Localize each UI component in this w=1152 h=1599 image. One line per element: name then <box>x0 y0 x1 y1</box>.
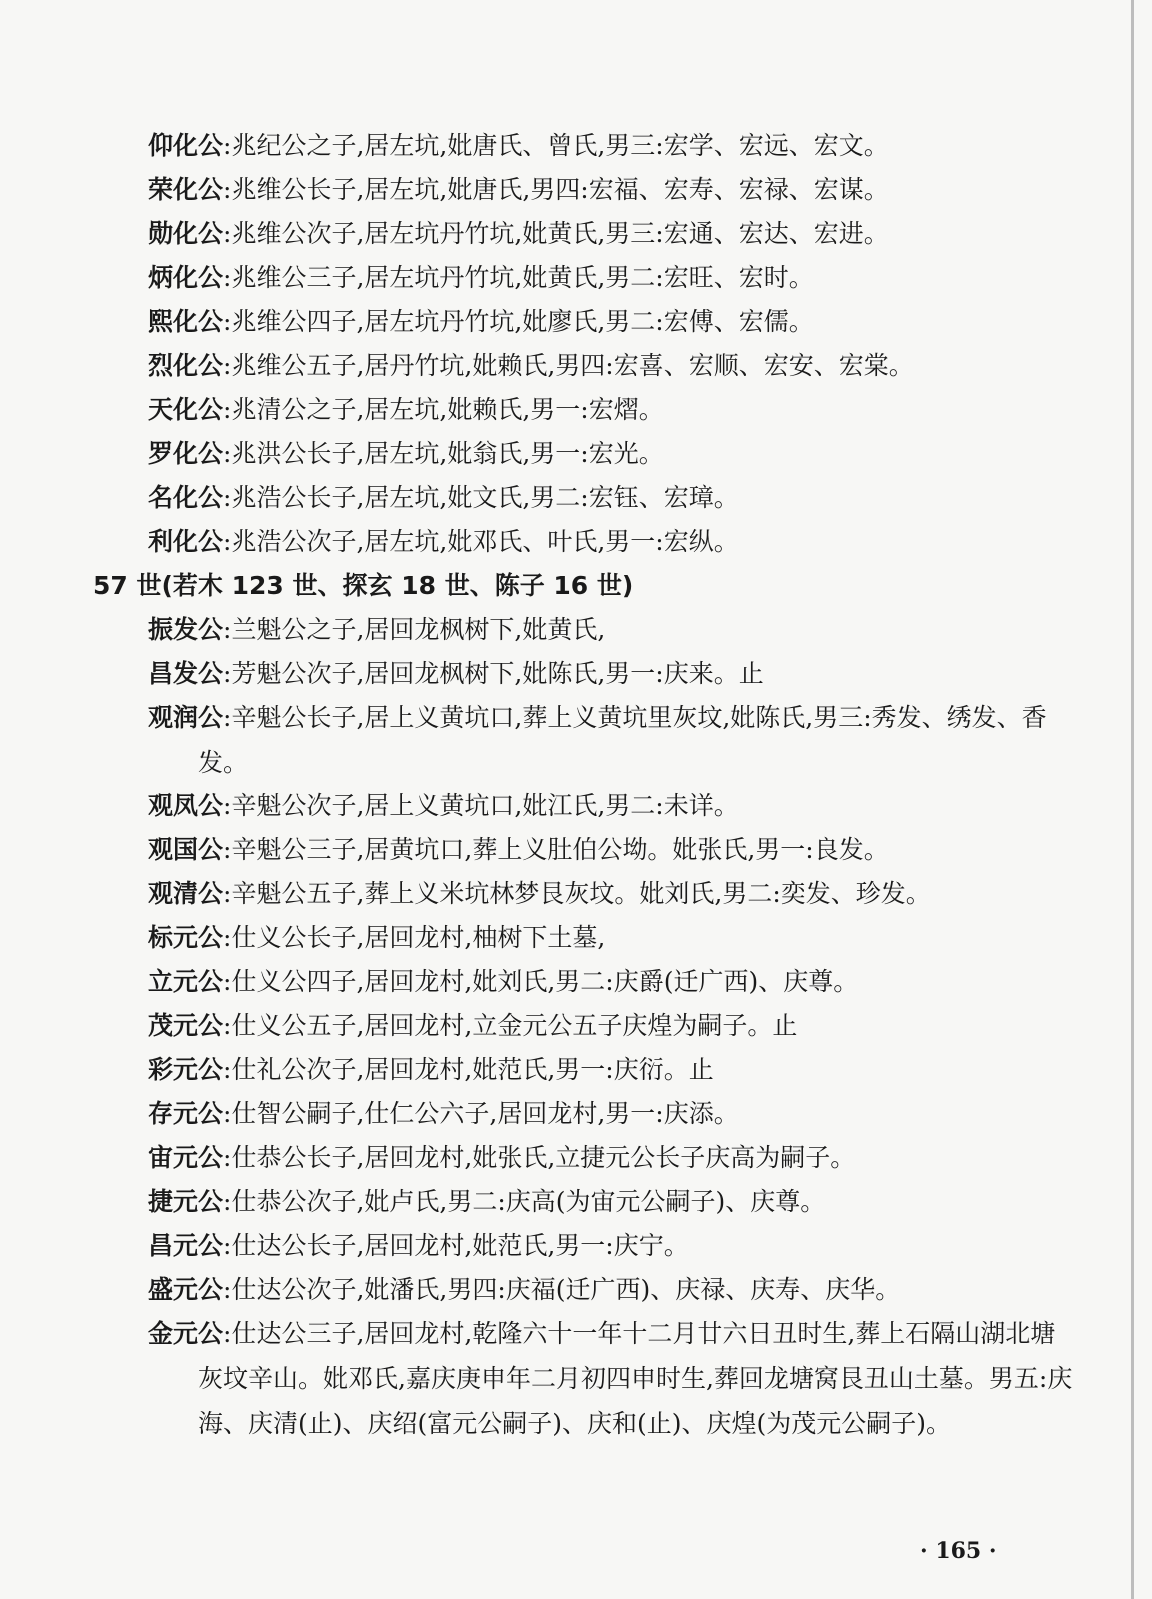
entry-text: :兰魁公之子,居回龙枫树下,妣黄氏, <box>223 615 606 644</box>
entry-name: 捷元公 <box>148 1187 224 1216</box>
entry-text: :仕恭公长子,居回龙村,妣张氏,立捷元公长子庆高为嗣子。 <box>223 1143 856 1172</box>
genealogy-entry <box>148 1091 1048 1136</box>
entry-text: :仕智公嗣子,仕仁公六子,居回龙村,男一:庆添。 <box>223 1099 739 1128</box>
entry-text: :兆维公次子,居左坑丹竹坑,妣黄氏,男三:宏通、宏达、宏进。 <box>223 219 889 248</box>
entry-text: :兆纪公之子,居左坑,妣唐氏、曾氏,男三:宏学、宏远、宏文。 <box>223 131 889 160</box>
genealogy-entry <box>148 651 1048 696</box>
entry-name: 存元公 <box>148 1099 224 1128</box>
genealogy-entry <box>148 1003 1048 1048</box>
genealogy-entry <box>148 1267 1048 1312</box>
genealogy-entry <box>148 299 1048 344</box>
entry-name: 盛元公 <box>148 1275 224 1304</box>
genealogy-entry <box>148 1179 1048 1224</box>
entry-name: 标元公 <box>148 923 224 952</box>
genealogy-entry <box>148 871 1048 916</box>
entry-name: 勋化公 <box>148 219 224 248</box>
entry-text: :仕义公长子,居回龙村,柚树下土墓, <box>223 923 606 952</box>
genealogy-entry <box>148 1135 1048 1180</box>
entry-text: :仕义公五子,居回龙村,立金元公五子庆煌为嗣子。止 <box>223 1011 798 1040</box>
entry-name: 宙元公 <box>148 1143 224 1172</box>
genealogy-entry <box>148 827 1048 872</box>
entry-text: :兆维公长子,居左坑,妣唐氏,男四:宏福、宏寿、宏禄、宏谋。 <box>223 175 889 204</box>
entry-name: 昌元公 <box>148 1231 224 1260</box>
entry-name: 立元公 <box>148 967 224 996</box>
entry-text: :芳魁公次子,居回龙枫树下,妣陈氏,男一:庆来。止 <box>223 659 764 688</box>
genealogy-entry <box>148 475 1048 520</box>
entry-text: :仕达公长子,居回龙村,妣范氏,男一:庆宁。 <box>223 1231 689 1260</box>
genealogy-entry <box>148 255 1048 300</box>
entry-name: 彩元公 <box>148 1055 224 1084</box>
entry-text: :仕礼公次子,居回龙村,妣范氏,男一:庆衍。止 <box>223 1055 714 1084</box>
page-edge-shadow <box>1131 0 1134 1599</box>
genealogy-entry <box>148 431 1048 476</box>
genealogy-entry <box>148 1047 1048 1092</box>
entry-name: 振发公 <box>148 615 224 644</box>
genealogy-entry <box>148 343 1048 388</box>
entry-text: :兆洪公长子,居左坑,妣翁氏,男一:宏光。 <box>223 439 664 468</box>
entry-name: 罗化公 <box>148 439 224 468</box>
entry-name: 茂元公 <box>148 1011 224 1040</box>
entry-text: :兆维公四子,居左坑丹竹坑,妣廖氏,男二:宏傅、宏儒。 <box>223 307 814 336</box>
genealogy-entry <box>148 387 1048 432</box>
entry-name: 名化公 <box>148 483 224 512</box>
entry-text: :辛魁公次子,居上义黄坑口,妣江氏,男二:未详。 <box>223 791 739 820</box>
entry-text: :仕达公次子,妣潘氏,男四:庆福(迁广西)、庆禄、庆寿、庆华。 <box>223 1275 901 1304</box>
entry-name: 天化公 <box>148 395 224 424</box>
entry-name: 荣化公 <box>148 175 224 204</box>
entry-name: 炳化公 <box>148 263 224 292</box>
entry-text: :兆维公五子,居丹竹坑,妣赖氏,男四:宏喜、宏顺、宏安、宏棠。 <box>223 351 914 380</box>
entry-text: :辛魁公三子,居黄坑口,葬上义肚伯公坳。妣张氏,男一:良发。 <box>223 835 889 864</box>
entry-text: :辛魁公五子,葬上义米坑林梦艮灰坟。妣刘氏,男二:奕发、珍发。 <box>223 879 931 908</box>
genealogy-entry <box>148 607 1048 652</box>
genealogy-entry <box>148 915 1048 960</box>
entry-name: 观凤公 <box>148 791 224 820</box>
entry-name: 观润公 <box>148 703 224 732</box>
entry-name: 昌发公 <box>148 659 224 688</box>
entry-text: :兆清公之子,居左坑,妣赖氏,男一:宏熠。 <box>223 395 664 424</box>
genealogy-entry <box>148 167 1048 212</box>
entry-text: :兆浩公长子,居左坑,妣文氏,男二:宏钰、宏璋。 <box>223 483 739 512</box>
genealogy-entry <box>148 783 1048 828</box>
generation-heading: 57 世(若木 123 世、探玄 18 世、陈子 16 世) <box>93 571 634 600</box>
genealogy-entry <box>148 1223 1048 1268</box>
page-number: · 165 · <box>920 1538 997 1564</box>
entry-name: 烈化公 <box>148 351 224 380</box>
genealogy-entry <box>148 695 1078 785</box>
genealogy-entry <box>148 959 1048 1004</box>
genealogy-entry <box>148 519 1048 564</box>
entry-name: 仰化公 <box>148 131 224 160</box>
entry-text: :兆维公三子,居左坑丹竹坑,妣黄氏,男二:宏旺、宏时。 <box>223 263 814 292</box>
entry-text: :仕达公三子,居回龙村,乾隆六十一年十二月廿六日丑时生,葬上石隔山湖北塘灰坟辛山。妣邓氏,嘉庆庚申年二月初四申时生,葬回龙塘窝艮丑山土墓。男五:庆海、庆清(止)、庆绍(富元公嗣子)、庆和(止)、庆煌(为茂元公嗣子)。 <box>198 1319 1073 1438</box>
entry-text: :仕义公四子,居回龙村,妣刘氏,男二:庆爵(迁广西)、庆尊。 <box>223 967 859 996</box>
entry-name: 观国公 <box>148 835 224 864</box>
genealogy-entry <box>148 1311 1078 1446</box>
entry-name: 观清公 <box>148 879 224 908</box>
entry-text: :辛魁公长子,居上义黄坑口,葬上义黄坑里灰坟,妣陈氏,男三:秀发、绣发、香发。 <box>198 703 1047 777</box>
entry-name: 利化公 <box>148 527 224 556</box>
entry-text: :仕恭公次子,妣卢氏,男二:庆高(为宙元公嗣子)、庆尊。 <box>223 1187 826 1216</box>
entry-text: :兆浩公次子,居左坑,妣邓氏、叶氏,男一:宏纵。 <box>223 527 739 556</box>
genealogy-entry <box>148 211 1048 256</box>
entry-name: 熙化公 <box>148 307 224 336</box>
entry-name: 金元公 <box>148 1319 224 1348</box>
genealogy-entry <box>148 123 1048 168</box>
